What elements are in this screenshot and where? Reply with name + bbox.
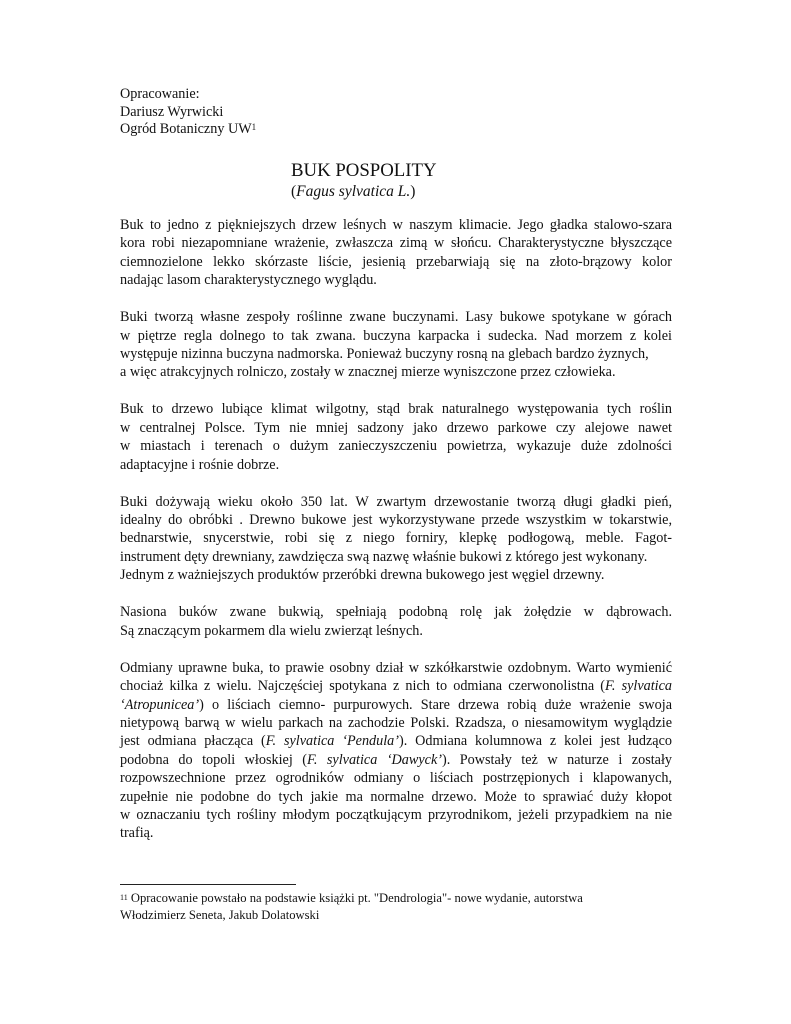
paragraph-line: Odmiany uprawne buka, to prawie osobny dział w szkółkarstwie ozdobnym. Warto wymienić (120, 659, 672, 676)
paragraph-line: idealny do obróbki . Drewno bukowe jest wykorzystywane przede wszystkim w tokarstwie, (120, 512, 672, 529)
paragraph-2 (120, 308, 672, 382)
paragraph-line: występuje nizinna buczyna nadmorska. Ponieważ buczyny rosną na glebach bardzo żyznych, (120, 346, 649, 363)
paragraph-line: ciemnozielone lekko skórzaste liście, jesienią przebarwiają się na złoto-brązowy kolor (120, 253, 672, 270)
paragraph-line: Buk to drzewo lubiące klimat wilgotny, stąd brak naturalnego występowania tych roślin (120, 401, 672, 418)
paragraph-line: w centralnej Polsce. Tym nie mniej sadzony jako drzewo parkowe czy alejowe nawet (120, 419, 672, 436)
footnote-mark: 11 (120, 893, 128, 902)
paragraph-line: Buk to jedno z piękniejszych drzew leśnych w naszym klimacie. Jego gładka stalowo-szara (120, 217, 672, 233)
author-label: Opracowanie: (120, 86, 200, 102)
cultivar-name: F. sylvatica ‘Dawyck’ (307, 751, 442, 768)
page-title: BUK POSPOLITY (291, 160, 437, 181)
body-text (120, 216, 672, 861)
paragraph-line: kora robi niezapomniane wrażenie, zwłaszcza zimą w słońcu. Charakterystyczne błyszczące (120, 235, 672, 252)
paragraph-line: w piętrze regla dolnego to tak zwana. buczyna karpacka i sudecka. Nad morzem z kolei (120, 327, 672, 344)
footnote-line-2: Włodzimierz Seneta, Jakub Dolatowski (120, 908, 320, 922)
cultivar-name: F. sylvatica ‘Pendula’ (265, 733, 400, 750)
line-text: ). Powstały też w naturze i zostały (441, 751, 672, 768)
author-institution (120, 121, 256, 139)
paragraph-line (120, 696, 672, 714)
cultivar-name: ‘Atropunicea’ (120, 696, 200, 713)
line-text: podobna do topoli włoskiej ( (120, 751, 307, 768)
paragraph-1 (120, 216, 672, 290)
paragraph-line: trafią. (120, 825, 154, 842)
paragraph-line (120, 677, 672, 695)
paragraph-6 (120, 659, 672, 843)
latin-close-paren: ) (410, 183, 416, 200)
author-name: Dariusz Wyrwicki (120, 103, 224, 120)
paragraph-line: zupełnie nie podobne do tych jakie ma normalne drzewo. Może to sprawiać duży kłopot (120, 788, 672, 805)
footnote-reference[interactable]: 1 (251, 122, 257, 133)
latin-name-text: Fagus sylvatica L. (296, 183, 411, 200)
paragraph-line: rozpowszechnione przez ogrodników odmiany o liściach postrzępionych i klapowanych, (120, 770, 672, 787)
title-block (291, 160, 437, 202)
footnote-separator (120, 884, 296, 885)
paragraph-line (120, 732, 672, 750)
line-text: ) o liściach ciemno- purpurowych. Stare drzewa robią duże wrażenie swoja (199, 696, 672, 713)
paragraph-line: w oznaczaniu tych rośliny młodym początkującym przyrodnikom, jeżeli przypadkiem na nie (120, 806, 672, 823)
paragraph-3 (120, 400, 672, 474)
paragraph-5 (120, 603, 672, 640)
paragraph-line: w miastach i terenach o dużym zanieczyszczeniu powietrza, wykazuje duże zdolności (120, 438, 672, 455)
institution-text: Ogród Botaniczny UW (120, 121, 252, 138)
paragraph-line: nadając lasom charakterystycznego wyglądu. (120, 272, 377, 289)
line-text: chociaż kilka z wielu. Najczęściej spotykana z nich to odmiana czerwonolistna ( (120, 678, 606, 695)
paragraph-line (120, 751, 672, 769)
cultivar-name: F. sylvatica (605, 678, 672, 695)
paragraph-line: Jednym z ważniejszych produktów przeróbki drewna bukowego jest węgiel drzewny. (120, 567, 605, 584)
latin-open-paren: ( (291, 183, 297, 200)
footnote-line-1 (120, 890, 680, 907)
paragraph-line: Nasiona buków zwane bukwią, spełniają podobną rolę jak żołędzie w dąbrowach. (120, 604, 672, 621)
paragraph-line: bednarstwie, snycerstwie, robi się z niego forniry, klepkę podłogową, meble. Fagot- (120, 530, 672, 547)
line-text: jest odmiana płacząca ( (120, 733, 266, 750)
paragraph-line: instrument dęty drewniany, zawdzięcza swą nazwę właśnie bukowi z którego jest wykonany. (120, 548, 648, 565)
paragraph-line: adaptacyjne i rośnie dobrze. (120, 456, 280, 473)
latin-name (291, 182, 437, 202)
paragraph-line: Są znaczącym pokarmem dla wielu zwierząt leśnych. (120, 622, 423, 639)
paragraph-line: Buki dożywają wieku około 350 lat. W zwartym drzewostanie tworzą długi gładki pień, (120, 493, 672, 510)
paragraph-4 (120, 493, 672, 585)
paragraph-line: nietypową barwą w wielu parkach na zachodzie Polski. Rzadsza, o niesamowitym wyglądzie (120, 714, 672, 731)
footnote-text: Opracowanie powstało na podstawie książki pt. "Dendrologia"- nowe wydanie, autorstwa (127, 891, 583, 905)
paragraph-line: a więc atrakcyjnych rolniczo, zostały w znacznej mierze wyniszczone przez człowieka. (120, 364, 616, 381)
author-block (120, 86, 256, 139)
line-text: ). Odmiana kolumnowa z kolei jest łudząco (399, 733, 672, 750)
paragraph-line: Buki tworzą własne zespoły roślinne zwane buczynami. Lasy bukowe spotykane w górach (120, 309, 672, 326)
footnote (120, 890, 680, 924)
